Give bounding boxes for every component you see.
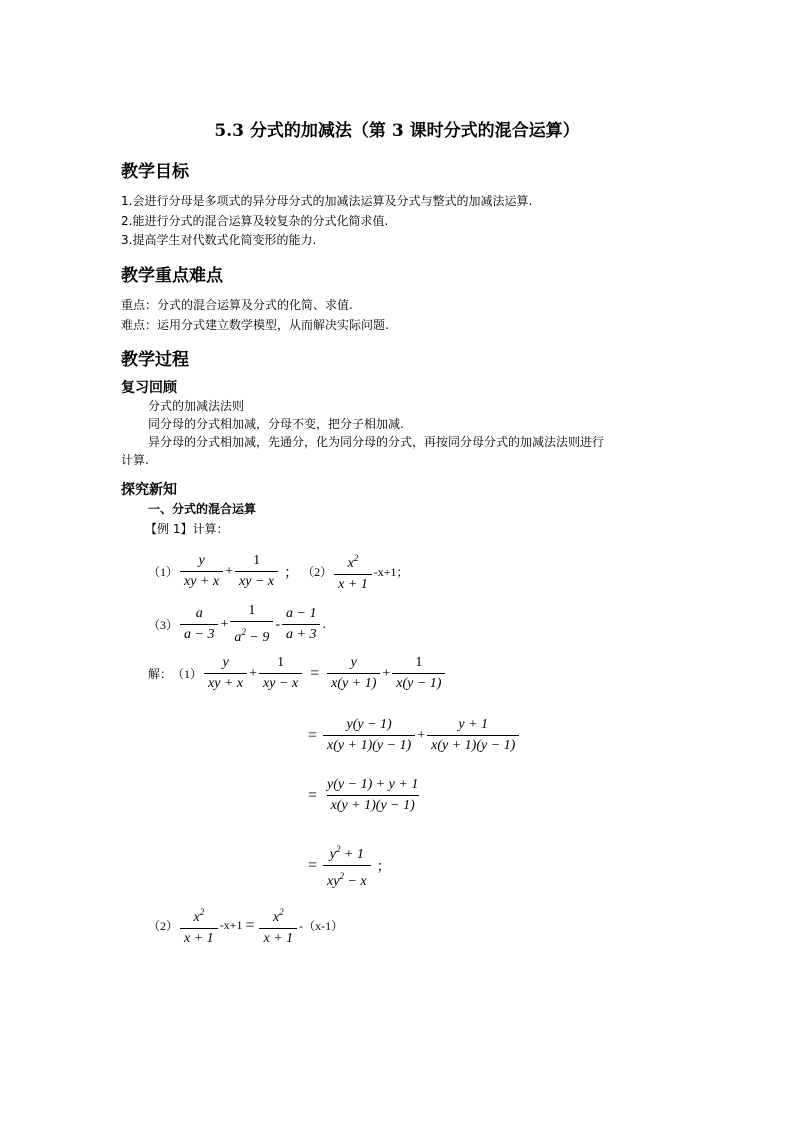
heading-key-points: 教学重点难点 [121,266,223,286]
heading-process: 教学过程 [121,350,189,370]
fraction: $\frac{1}{xy - x}$ [235,552,278,591]
goal-item-3: 3.提高学生对代数式化简变形的能力. [121,233,317,247]
fraction: $\frac{y(y - 1) + y + 1}{x(y + 1)(y - 1)}$ [327,777,419,813]
fraction: $\frac{a}{a - 3}$ [180,605,218,644]
review-line-1: 分式的加减法法则 [148,399,245,413]
problem-label-3: （3） [148,618,179,632]
fraction: $\frac{1}{a^2 - 9}$ [230,602,273,647]
solution-1-step-1: 解： （1） $\frac{y}{xy + x}$ + $\frac{1}{xy - x}$ = $\frac{y}{x(y + 1)}$ + $\frac{1}{x(y - 1)}$ [148,654,447,693]
fraction: $\frac{y}{xy + x}$ [180,552,223,591]
review-line-2: 同分母的分式相加减，分母不变，把分子相加减. [148,417,404,431]
fraction: $\frac{x^2}{x + 1}$ [180,903,218,948]
heading-explore: 探究新知 [121,482,177,498]
problem-1-2: （1） $\frac{y}{xy + x}$ + $\frac{1}{xy - x}$ ； （2） $\frac{x^2}{x + 1}$ -x+1； [148,549,409,594]
heading-review: 复习回顾 [121,380,177,396]
goal-item-2: 2.能进行分式的混合运算及较复杂的分式化简求值. [121,214,389,228]
problem-label-2: （2） [302,565,333,579]
fraction: $\frac{y + 1}{x(y + 1)(y - 1)}$ [427,716,519,755]
review-line-4: 计算. [121,453,149,467]
review-line-3: 异分母的分式相加减，先通分，化为同分母的分式，再按同分母分式的加减法法则进行 [148,435,605,449]
fraction: $\frac{1}{xy - x}$ [259,654,302,693]
fraction: $\frac{a - 1}{a + 3}$ [282,605,320,644]
subheading-mixed-operations: 一、分式的混合运算 [148,502,257,516]
page-title: 5.3 分式的加减法（第 3 课时分式的混合运算） [214,121,580,141]
solution-1-step-4: = $\frac{y^2 + 1}{xy^2 - x}$ ； [308,840,391,891]
fraction: $\frac{y^2 + 1}{xy^2 - x}$ [323,840,371,891]
solution-1-step-2: = $\frac{y(y - 1)}{x(y + 1)(y - 1)}$ + $\frac{y + 1}{x(y + 1)(y - 1)}$ [308,716,521,755]
solution-1-step-3: = $\frac{y(y - 1) + y + 1}{x(y + 1)(y - 1)}$ [308,776,424,815]
fraction: $\frac{x^2}{x + 1}$ [334,549,372,594]
fraction: $\frac{x^2}{x + 1}$ [259,903,297,948]
problem-3: （3） $\frac{a}{a - 3}$ + $\frac{1}{a^2 - 9}$ - $\frac{a - 1}{a + 3}$ . [148,603,326,645]
solution-label: 解： [148,667,173,681]
fraction: $\frac{y}{xy + x}$ [204,654,247,693]
fraction: $\frac{y(y - 1)}{x(y + 1)(y - 1)}$ [323,716,415,755]
key-point-1: 重点：分式的混合运算及分式的化简、求值. [121,298,353,312]
problem-label-1: （1） [148,565,179,579]
fraction: $\frac{1}{x(y - 1)}$ [392,654,445,693]
fraction: $\frac{y}{x(y + 1)}$ [327,654,380,693]
key-point-2: 难点：运用分式建立数学模型，从而解决实际问题. [121,318,389,332]
solution-2-step-1: （2） $\frac{x^2}{x + 1}$ -x+1 = $\frac{x^2}{x + 1}$ -（x-1） [148,903,343,948]
example-label: 【例 1】计算： [145,522,229,536]
goal-item-1: 1.会进行分母是多项式的异分母分式的加减法运算及分式与整式的加减法运算. [121,194,533,208]
heading-goals: 教学目标 [121,162,189,182]
